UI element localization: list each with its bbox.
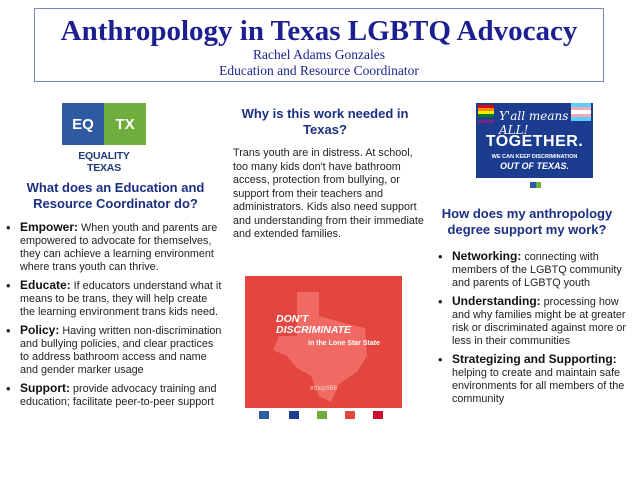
poster-sub-text: in the Lone Star State bbox=[308, 340, 380, 347]
middle-heading: Why is this work needed in Texas? bbox=[241, 106, 409, 137]
item-text: When youth and parents are empowered to advocate for themselves, they can achieve a learning environment where trans youth can thrive. bbox=[20, 222, 218, 273]
author-role: Education and Resource Coordinator bbox=[219, 63, 419, 78]
list-item bbox=[438, 250, 628, 290]
list-item bbox=[438, 353, 628, 406]
poster-main-text: DON'T DISCRIMINATE bbox=[276, 313, 352, 336]
list-item bbox=[6, 382, 224, 409]
sponsor-logo-icon bbox=[345, 411, 355, 419]
sponsor-logo-icon bbox=[259, 411, 269, 419]
author-name: Rachel Adams Gonzales bbox=[253, 47, 385, 62]
left-heading: What does an Education and Resource Coordinator do? bbox=[26, 180, 205, 211]
discrimination-text: WE CAN KEEP DISCRIMINATION bbox=[491, 154, 578, 160]
yall-means-all-poster bbox=[476, 103, 593, 178]
item-text: processing how and why families might be at greater risk or discriminated against more or less in their communities bbox=[452, 296, 627, 347]
item-term: Support: bbox=[20, 381, 70, 395]
right-heading: How does my anthropology degree support my work? bbox=[441, 206, 613, 237]
poster-hashtag: #StopSB6 bbox=[309, 386, 338, 392]
list-item bbox=[6, 279, 224, 319]
tx-logo-block: TX bbox=[104, 103, 146, 145]
item-text: provide advocacy training and education; facilitate peer-to-peer support bbox=[20, 383, 217, 408]
item-term: Empower: bbox=[20, 220, 79, 234]
texas-map-icon bbox=[245, 276, 402, 422]
list-item bbox=[6, 324, 224, 377]
item-term: Educate: bbox=[20, 278, 71, 292]
list-item bbox=[6, 221, 224, 274]
sponsor-logo-icon bbox=[289, 411, 299, 419]
sponsor-logo-icon bbox=[373, 411, 383, 419]
equality-texas-logo bbox=[62, 103, 146, 174]
small-tx-logo-icon bbox=[536, 182, 541, 188]
dont-discriminate-poster bbox=[245, 276, 402, 422]
item-term: Strategizing and Supporting: bbox=[452, 352, 617, 366]
item-text: connecting with members of the LGBTQ community and parents of LGBTQ youth bbox=[452, 251, 622, 289]
item-text: helping to create and maintain safe environments for all members of the community bbox=[452, 367, 625, 405]
eq-logo-block: EQ bbox=[62, 103, 104, 145]
item-text: If educators understand what it means to be trans, they will help create the learning environment trans kids need. bbox=[20, 280, 222, 318]
item-term: Understanding: bbox=[452, 294, 541, 308]
out-of-texas-text: OUT OF TEXAS. bbox=[499, 161, 569, 171]
rainbow-flag-icon bbox=[478, 105, 494, 125]
item-text: Having written non-discrimination and bullying policies, and clear practices to address bathroom access and name and gender marker usage bbox=[20, 325, 222, 376]
right-bullet-list bbox=[438, 250, 628, 411]
item-term: Networking: bbox=[452, 249, 522, 263]
together-text: TOGETHER. bbox=[485, 133, 584, 150]
sponsor-logo-bar bbox=[245, 408, 402, 422]
item-term: Policy: bbox=[20, 323, 60, 337]
page-title: Anthropology in Texas LGBTQ Advocacy bbox=[60, 15, 578, 47]
middle-body-text: Trans youth are in distress. At school, too many kids don't have bathroom access, protection from bullying, or support from their teachers and administrators. Kids also need support and understanding from their immediate and extended families. bbox=[233, 147, 424, 240]
poster-header bbox=[34, 8, 604, 82]
left-bullet-list bbox=[6, 221, 224, 414]
logo-caption: EQUALITY TEXAS bbox=[78, 150, 130, 174]
yall-tagline: Y'all means ALL! bbox=[499, 109, 569, 137]
list-item bbox=[438, 295, 628, 348]
sponsor-logo-icon bbox=[317, 411, 327, 419]
